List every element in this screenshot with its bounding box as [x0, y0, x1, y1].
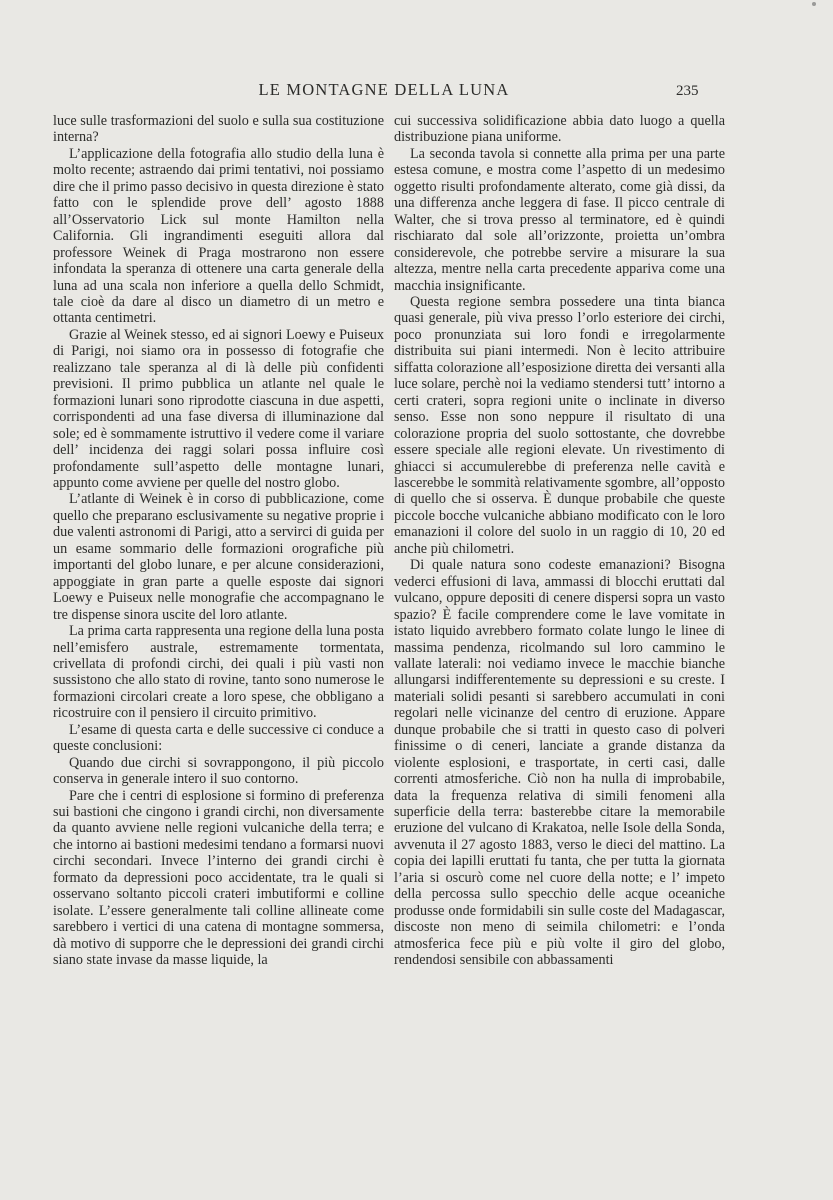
paragraph: Grazie al Weinek stesso, ed ai signori Loewy e Puiseux di Parigi, noi siamo ora in possesso di fotografie che realizzano tale speranza al di là delle più confidenti previsioni. Il primo pubblica un atlante nel quale le formazioni lunari sono riprodotte ciascuna in due aspetti, corrispondenti ad una fase diversa di illuminazione dal sole; ed è sommamente istruttivo il vedere come il variare dell’ incidenza dei raggi solari possa influire così profondamente sull’aspetto delle montagne lunari, appunto come avviene per quelle del nostro globo. — [53, 326, 384, 491]
paragraph: L’applicazione della fotografia allo studio della luna è molto recente; astraendo dai primi tentativi, noi possiamo dire che il primo passo decisivo in questa direzione è stato fatto con le splendide prove dell’ agosto 1888 all’Osservatorio Lick sul monte Hamilton nella California. Gli ingrandimenti eseguiti allora dal professore Weinek di Praga mostrarono non essere infondata la speranza di ottenere una carta generale della luna ad una scala non inferiore a quella dello Schmidt, tale cioè da dare al disco un diametro di un metro e ottanta centimetri. — [53, 145, 384, 327]
paragraph: Questa regione sembra possedere una tinta bianca quasi generale, più viva presso l’orlo esteriore dei circhi, poco pronunziata sui loro fondi e irregolarmente distribuita sui piani intermedi. Non è lecito attribuire siffatta colorazione all’esposizione diretta dei versanti alla luce solare, perchè noi la vediamo stendersi tutt’ intorno a certi crateri, sopra regioni unite o inclinate in diverso senso. Esse non sono neppure il risultato di una colorazione propria del suolo sottostante, che dovrebbe essere speciale alle regioni elevate. Un rivestimento di ghiacci si accumulerebbe di preferenza nelle cavità e lascerebbe le sommità relativamente sgombre, all’opposto di quello che si osserva. È dunque probabile che queste piccole bocche vulcaniche abbiano modificato con le loro emanazioni il colore del suolo in un raggio di 10, 20 ed anche più chilometri. — [394, 293, 725, 557]
paragraph: L’esame di questa carta e delle successive ci conduce a queste conclusioni: — [53, 721, 384, 755]
scan-speck — [812, 2, 816, 6]
paragraph: La seconda tavola si connette alla prima per una parte estesa comune, e mostra come l’aspetto di un medesimo oggetto risulti profondamente alterato, come già dissi, da una differenza anche leggera di fase. Il picco centrale di Walter, che si trova presso al terminatore, ed è quindi rischiarato dal sole all’orizzonte, proietta un’ombra considerevole, che potrebbe servire a misurare la sua altezza, mentre nella carta precedente appariva come una macchia insignificante. — [394, 145, 725, 294]
paragraph: Pare che i centri di esplosione si formino di preferenza sui bastioni che cingono i grandi circhi, non diversamente da quanto avviene nelle regioni vulcaniche della terra; e che intorno ai bastioni medesimi tendano a formarsi nuovi circhi secondari. Invece l’interno dei grandi circhi è formato da depressioni poco accidentate, tra le quali si osservano soltanto piccoli crateri imbutiformi e colline isolate. L’essere generalmente tali colline allineate come sarebbero i vertici di una catena di montagne sommersa, dà motivo di supporre che le depressioni dei grandi circhi siano state invase da masse liquide, la — [53, 787, 384, 969]
paragraph: cui successiva solidificazione abbia dato luogo a quella distribuzione piana uniforme. — [394, 113, 725, 146]
running-header — [0, 80, 833, 104]
paragraph: L’atlante di Weinek è in corso di pubblicazione, come quello che preparano esclusivamente su negative proprie i due valenti astronomi di Parigi, atto a servirci di guida per un esame sommario delle formazioni orografiche più importanti del globo lunare, e per alcune considerazioni, appoggiate in gran parte a quelle esposte dai signori Loewy e Puiseux nelle monografie che accompagnano le tre dispense sinora uscite del loro atlante. — [53, 491, 384, 623]
running-title: LE MONTAGNE DELLA LUNA — [258, 80, 510, 99]
right-column — [394, 113, 725, 969]
left-column — [53, 113, 384, 969]
paragraph: La prima carta rappresenta una regione della luna posta nell’emisfero australe, estremamente tormentata, crivellata di profondi circhi, dei quali i più vasti non sussistono che allo stato di rovine, tanto sono numerose le formazioni circolari create a loro spese, che obbligano a ricostruire con il pensiero il circuito primitivo. — [53, 623, 384, 722]
paragraph: Di quale natura sono codeste emanazioni? Bisogna vederci effusioni di lava, ammassi di blocchi eruttati dal vulcano, oppure depositi di cenere dispersi sopra un vasto spazio? È facile comprendere come le lave vomitate in istato liquido avrebbero formato colate lungo le linee di massima pendenza, ricolmando sul loro cammino le vallate laterali: noi vediamo invece le macchie bianche allungarsi indifferentemente su depressioni e su creste. I materiali solidi pesanti si sarebbero accumulati in coni regolari nelle vicinanze del centro di eruzione. Appare dunque probabile che si tratti in questo caso di polveri finissime o di ceneri, lanciate a grande distanza da violente esplosioni, e trasportate, in certi casi, dalle correnti atmosferiche. Ciò non ha nulla di improbabile, data la frequenza relativa di simili fenomeni alla superficie della terra: basterebbe citare la memorabile eruzione del vulcano di Krakatoa, nelle Isole della Sonda, avvenuta il 27 agosto 1883, verso le dieci del mattino. La copia dei lapilli eruttati fu tanta, che per tutta la giornata l’aria si oscurò come nel cuore della notte; e l’ impeto della percossa sullo specchio delle acque oceaniche produsse onde formidabili sin sulle coste del Madagascar, discoste non meno di seimila chilometri: e l’onda atmosferica fece più e più volte il giro del globo, rendendosi sensibile con abbassamenti — [394, 557, 725, 969]
paragraph: Quando due circhi si sovrappongono, il più piccolo conserva in generale intero il suo contorno. — [53, 754, 384, 788]
paragraph: luce sulle trasformazioni del suolo e sulla sua costituzione interna? — [53, 113, 384, 146]
page-number: 235 — [676, 83, 699, 99]
